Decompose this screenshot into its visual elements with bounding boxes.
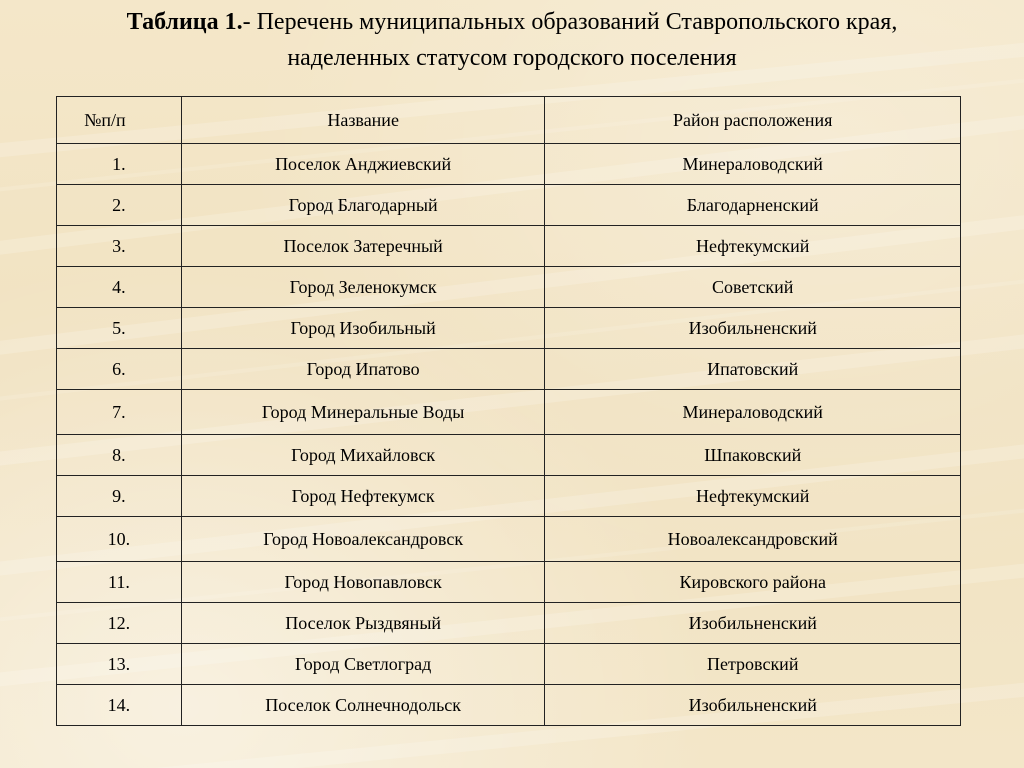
row-number: 12. bbox=[57, 603, 182, 644]
table-row bbox=[57, 603, 961, 644]
row-number: 7. bbox=[57, 390, 182, 435]
district-name: Ипатовский bbox=[545, 349, 961, 390]
district-name: Изобильненский bbox=[545, 308, 961, 349]
district-name: Нефтекумский bbox=[545, 226, 961, 267]
district-name: Изобильненский bbox=[545, 685, 961, 726]
district-name: Изобильненский bbox=[545, 603, 961, 644]
table-label: Таблица 1. bbox=[126, 9, 243, 35]
settlement-name: Поселок Анджиевский bbox=[181, 144, 545, 185]
table-row bbox=[57, 308, 961, 349]
table-row bbox=[57, 267, 961, 308]
settlement-name: Поселок Затеречный bbox=[181, 226, 545, 267]
district-name: Минераловодский bbox=[545, 390, 961, 435]
row-number: 9. bbox=[57, 476, 182, 517]
header-district: Район расположения bbox=[545, 97, 961, 144]
title-line-2: наделенных статусом городского поселения bbox=[287, 45, 737, 71]
table-row bbox=[57, 226, 961, 267]
row-number: 8. bbox=[57, 435, 182, 476]
table-row bbox=[57, 644, 961, 685]
settlement-name: Город Нефтекумск bbox=[181, 476, 545, 517]
table-row bbox=[57, 562, 961, 603]
settlement-name: Поселок Рыздвяный bbox=[181, 603, 545, 644]
district-name: Шпаковский bbox=[545, 435, 961, 476]
header-number bbox=[57, 97, 182, 144]
district-name: Советский bbox=[545, 267, 961, 308]
district-name: Благодарненский bbox=[545, 185, 961, 226]
row-number: 6. bbox=[57, 349, 182, 390]
district-name: Новоалександровский bbox=[545, 517, 961, 562]
district-name: Петровский bbox=[545, 644, 961, 685]
row-number: 13. bbox=[57, 644, 182, 685]
table-row bbox=[57, 144, 961, 185]
table-row bbox=[57, 435, 961, 476]
row-number: 14. bbox=[57, 685, 182, 726]
settlement-name: Город Зеленокумск bbox=[181, 267, 545, 308]
row-number: 5. bbox=[57, 308, 182, 349]
settlement-name: Город Новопавловск bbox=[181, 562, 545, 603]
table-row bbox=[57, 476, 961, 517]
settlement-name: Город Изобильный bbox=[181, 308, 545, 349]
settlement-name: Город Новоалександровск bbox=[181, 517, 545, 562]
table-row bbox=[57, 390, 961, 435]
settlement-name: Город Светлоград bbox=[181, 644, 545, 685]
title-line-1 bbox=[0, 4, 1024, 40]
settlement-name: Город Михайловск bbox=[181, 435, 545, 476]
district-name: Минераловодский bbox=[545, 144, 961, 185]
row-number: 10. bbox=[57, 517, 182, 562]
header-name: Название bbox=[181, 97, 545, 144]
row-number: 3. bbox=[57, 226, 182, 267]
table-row bbox=[57, 685, 961, 726]
row-number: 1. bbox=[57, 144, 182, 185]
settlement-name: Город Благодарный bbox=[181, 185, 545, 226]
table-row bbox=[57, 517, 961, 562]
slide-title bbox=[0, 4, 1024, 76]
row-number: 11. bbox=[57, 562, 182, 603]
row-number: 2. bbox=[57, 185, 182, 226]
district-name: Кировского района bbox=[545, 562, 961, 603]
table-row bbox=[57, 349, 961, 390]
row-number: 4. bbox=[57, 267, 182, 308]
settlements-table bbox=[56, 96, 961, 726]
settlement-name: Поселок Солнечнодольск bbox=[181, 685, 545, 726]
settlement-name: Город Ипатово bbox=[181, 349, 545, 390]
settlement-name: Город Минеральные Воды bbox=[181, 390, 545, 435]
district-name: Нефтекумский bbox=[545, 476, 961, 517]
table-header-row bbox=[57, 97, 961, 144]
title-text: - Перечень муниципальных образований Ставропольского края, bbox=[242, 9, 898, 35]
header-number-label: №п/п bbox=[84, 109, 126, 130]
table-row bbox=[57, 185, 961, 226]
